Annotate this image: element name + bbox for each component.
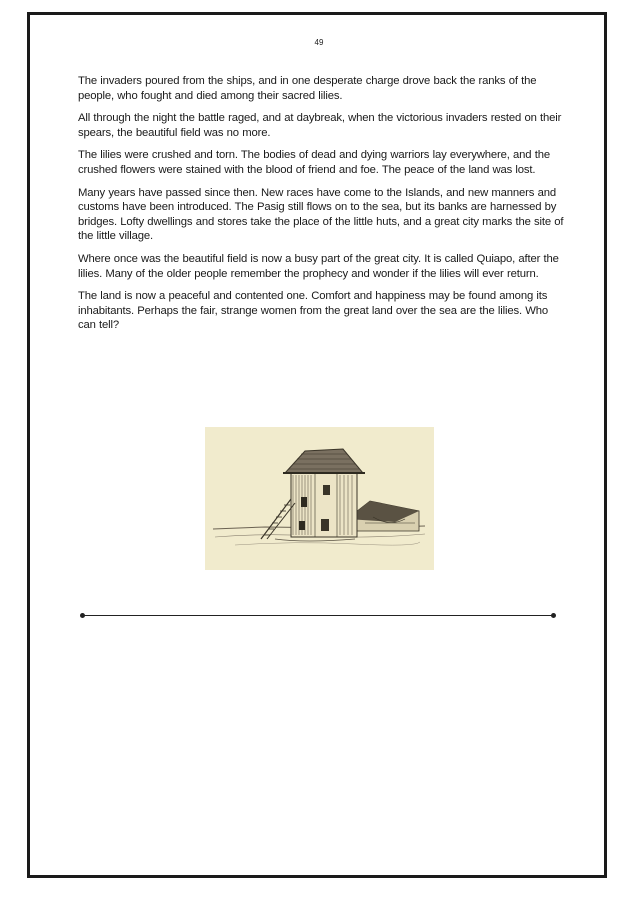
paragraph: The land is now a peaceful and contented one. Comfort and happiness may be found among its inhabitants. Perhaps the fair, strange women from the great land over the sea are the lilies. Who can tell? (78, 290, 549, 332)
paragraph: All through the night the battle raged, and at daybreak, when the victorious invaders rested on their spears, the beautiful field was no more. (78, 112, 562, 139)
paragraph: The lilies were crushed and torn. The bodies of dead and dying warriors lay everywhere, and the crushed flowers were stained with the blood of friend and foe. The peace of the land was lost. (78, 149, 550, 176)
divider-line (82, 615, 554, 616)
tower-drawing (205, 427, 434, 570)
divider-dot-left (80, 613, 85, 618)
paragraph: The invaders poured from the ships, and in one desperate charge drove back the ranks of the people, who fought and died among their sacred lilies. (78, 75, 537, 102)
body-text (78, 74, 568, 341)
paragraph: Where once was the beautiful field is now a busy part of the great city. It is called Quiapo, after the lilies. Many of the older people remember the prophecy and wonder if the lilies will ever return. (78, 252, 559, 280)
divider-dot-right (551, 613, 556, 618)
section-divider (80, 612, 556, 620)
paragraph: Many years have passed since then. New races have come to the Islands, and new manners and customs have been introduced. The Pasig still flows on to the sea, but its banks are harnessed by bridges. Lofty dwellings and stores take the place of the little huts, and a great city marks the site of the little village. (78, 186, 564, 243)
tower-illustration (205, 427, 434, 570)
page-number: 49 (314, 38, 324, 47)
